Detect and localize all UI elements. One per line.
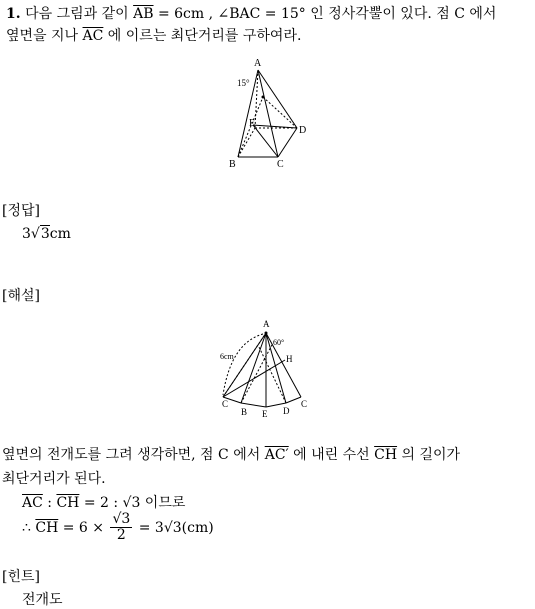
label-b: B bbox=[229, 159, 236, 170]
problem-line-2 bbox=[6, 25, 301, 45]
answer-unit: cm bbox=[49, 226, 71, 242]
eq-mid: = 6 × bbox=[58, 519, 109, 536]
problem-line2-a: 옆면을 지나 bbox=[6, 28, 83, 44]
label-d: D bbox=[299, 125, 307, 136]
net-dash-2 bbox=[241, 343, 273, 403]
fraction-denominator: 2 bbox=[116, 527, 126, 544]
solution-line1-c: 의 길이가 bbox=[397, 447, 461, 463]
net-label-e: E bbox=[262, 409, 268, 419]
answer-radicand: 3 bbox=[40, 226, 50, 242]
segment-acp: AC′ bbox=[264, 447, 289, 463]
solution-line1-a: 옆면의 전개도를 그려 생각하면, 점 C 에서 bbox=[2, 447, 265, 463]
ratio-ch: $\overline{CH}$ bbox=[56, 495, 80, 511]
fraction-numerator: √3 bbox=[112, 511, 131, 527]
ratio-rest: = 2 : √3 이므로 bbox=[79, 495, 186, 511]
therefore-symbol: ∴ bbox=[22, 519, 36, 536]
answer-value bbox=[22, 226, 71, 242]
problem-line-1 bbox=[6, 3, 496, 23]
sqrt-sign: √ bbox=[30, 226, 40, 242]
hint-text: 전개도 bbox=[22, 592, 63, 608]
net-label-b: B bbox=[241, 407, 248, 417]
apex-marker bbox=[265, 332, 268, 335]
net-label-d: D bbox=[283, 406, 290, 416]
solution-equation bbox=[22, 512, 214, 544]
net-label-angle-60: 60° bbox=[273, 338, 285, 347]
ratio-ac: $\overline{AC}$ bbox=[22, 495, 43, 511]
problem-text-a: 다음 그림과 같이 bbox=[25, 6, 134, 22]
fraction bbox=[110, 512, 132, 544]
net-label-6cm: 6cm bbox=[220, 352, 234, 361]
net-ab bbox=[241, 333, 266, 403]
net-label-h: H bbox=[286, 354, 293, 364]
label-angle-15: 15° bbox=[237, 78, 250, 88]
ratio-colon: : bbox=[42, 495, 57, 511]
net-label-c-right: C bbox=[301, 399, 308, 409]
problem-line2-b: 에 이르는 최단거리를 구하여라. bbox=[103, 28, 302, 44]
hint-header: [힌트] bbox=[2, 569, 40, 585]
net-figure bbox=[213, 315, 313, 420]
label-e: E bbox=[249, 118, 256, 129]
solution-line-1 bbox=[2, 444, 460, 464]
segment-ch: $\overline{CH}$ bbox=[374, 447, 398, 463]
arc-left bbox=[223, 334, 263, 395]
problem-text-b: = 6cm , ∠BAC = 15° 인 정사각뿔이 있다. 점 C 에서 bbox=[153, 6, 497, 22]
solution-header: [해설] bbox=[2, 288, 40, 304]
pyramid-figure bbox=[225, 55, 315, 175]
label-a: A bbox=[254, 58, 262, 69]
solution-line1-b: 에 내린 수선 bbox=[288, 447, 375, 463]
eq-ch: $\overline{CH}$ bbox=[35, 519, 59, 536]
hidden-base-be bbox=[238, 128, 255, 157]
eq-rest: = 3√3(cm) bbox=[134, 519, 214, 536]
label-c: C bbox=[277, 159, 284, 170]
edge-cd bbox=[278, 128, 297, 157]
answer-coef: 3 bbox=[22, 226, 31, 242]
problem-number: 1. bbox=[6, 6, 21, 22]
segment-ac: $\overline{AC}$ bbox=[82, 28, 104, 44]
answer-header: [정답] bbox=[2, 203, 40, 219]
net-dc bbox=[286, 397, 301, 403]
segment-ab: $\overline{AB}$ bbox=[133, 6, 154, 22]
edge-ad bbox=[258, 70, 297, 128]
solution-line-2: 최단거리가 된다. bbox=[2, 471, 106, 487]
point-marker bbox=[262, 96, 265, 99]
solution-ratio bbox=[22, 492, 185, 512]
net-label-a: A bbox=[263, 319, 270, 329]
net-label-c-left: C bbox=[222, 399, 229, 409]
